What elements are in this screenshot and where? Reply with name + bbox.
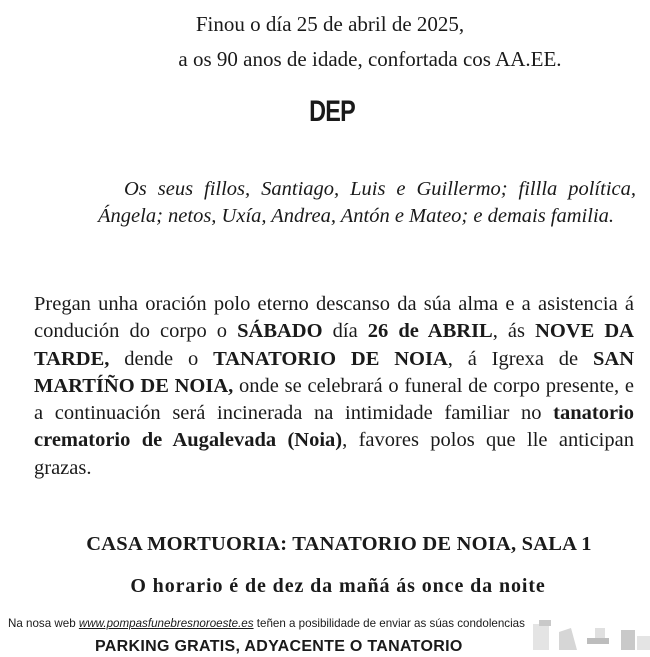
prayer-text: , favores polos que lle anticipan grazas. <box>34 429 634 479</box>
map-block <box>621 630 635 650</box>
age-line: a os 90 anos de idade, confortada cos AA.EE. <box>178 47 562 71</box>
prayer-text: , ás <box>492 320 536 343</box>
crematorium-highlight: tanatorio crematorio de Augalevada (Noia) <box>34 402 634 452</box>
prayer-text: dende o <box>109 347 214 370</box>
parking-notice: PARKING GRATIS, ADYACENTE O TANATORIO <box>95 638 463 655</box>
prayer-text: onde se celebrará o funeral de corpo presente, e a continuación será incinerada na intimidade familiar no <box>34 374 634 425</box>
casa-mortuoria-line: CASA MORTUORIA: TANATORIO DE NOIA, SALA 1 <box>86 533 592 555</box>
web-suffix: teñen a posibilidade de enviar as súas condolencias <box>253 617 525 630</box>
prayer-text: , á Igrexa de <box>447 347 593 370</box>
prayer-text: día <box>322 320 368 343</box>
map-block <box>637 636 650 650</box>
map-block <box>595 628 605 638</box>
prayer-paragraph <box>34 291 634 482</box>
family-paragraph <box>98 176 636 230</box>
family-text: Os seus fillos, Santiago, Luis e Guillermo; fillla política, Ángela; netos, Uxía, Andrea, Antón e Mateo; e demais familia. <box>98 178 636 227</box>
funeral-home-highlight: TANATORIO DE NOIA <box>213 347 448 370</box>
web-prefix: Na nosa web <box>8 617 79 630</box>
date-highlight: 26 de ABRIL <box>367 320 493 343</box>
map-block <box>559 628 577 650</box>
map-road <box>587 638 609 644</box>
map-block <box>539 620 551 626</box>
horario-line: O horario é de dez da mañá ás once da noite <box>130 575 546 597</box>
day-highlight: SÁBADO <box>237 320 323 343</box>
web-notice <box>8 617 525 631</box>
time-highlight: NOVE DA TARDE, <box>34 320 634 370</box>
church-highlight: SAN MARTÍÑO DE NOIA, <box>34 347 634 397</box>
dep-heading: DEP <box>309 95 355 128</box>
prayer-text: Pregan unha oración polo eterno descanso da súa alma e a asistencia á condución do corpo o <box>34 293 634 343</box>
map-graphic <box>525 610 650 650</box>
death-date-line: Finou o día 25 de abril de 2025, <box>195 12 465 36</box>
map-block <box>533 624 549 650</box>
web-link[interactable]: www.pompasfunebresnoroeste.es <box>78 617 254 630</box>
